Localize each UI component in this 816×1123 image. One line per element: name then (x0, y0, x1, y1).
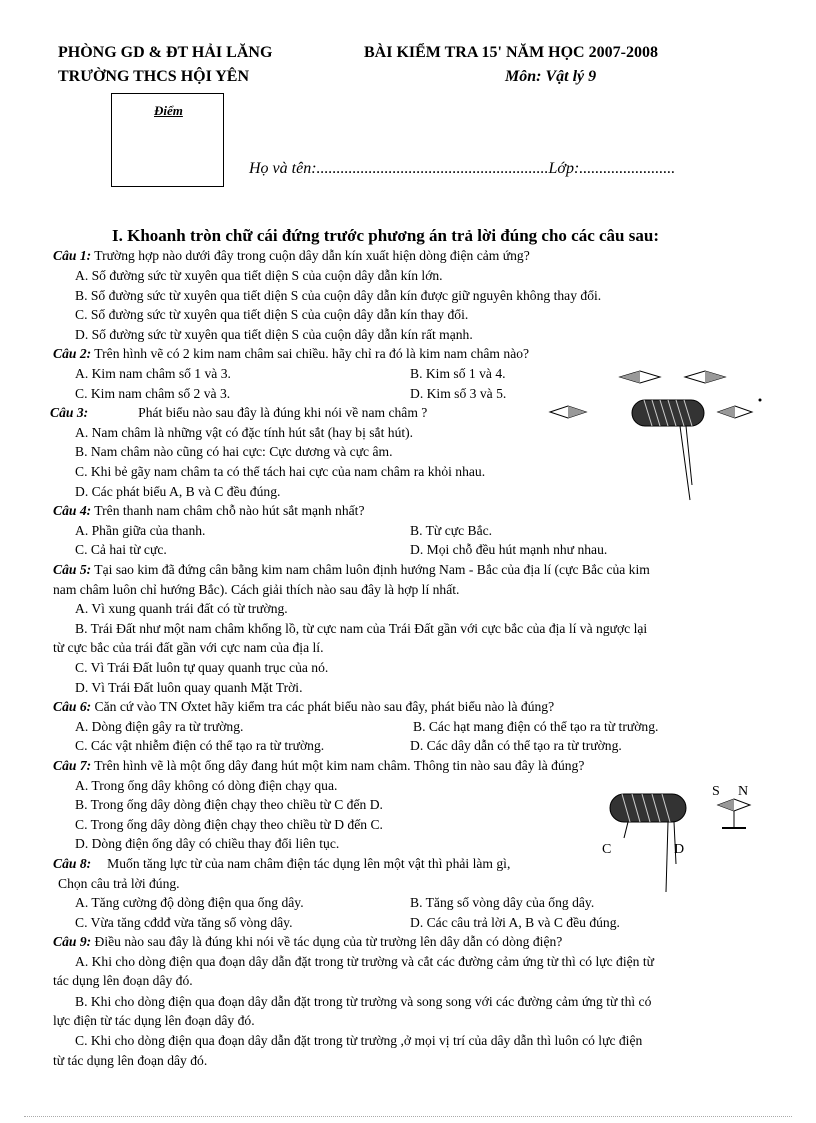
question-text: Trên hình vẽ là một ống dây đang hút một kim nam châm. Thông tin nào sau đây là đúng? (91, 758, 585, 773)
subject: Môn: Vật lý 9 (505, 68, 597, 85)
question-text: Căn cứ vào TN Ơxtet hãy kiểm tra các phát biểu nào sau đây, phát biểu nào là đúng? (91, 699, 555, 714)
terminal-label-c: C (602, 842, 612, 857)
coil-magnet-figure (600, 780, 780, 900)
q8-option-d: D. Các câu trả lời A, B và C đều đúng. (410, 915, 620, 930)
q2-option-b: B. Kim số 1 và 4. (410, 366, 506, 381)
question-label: Câu 1: (53, 248, 92, 263)
q2-option-c: C. Kim nam châm số 2 và 3. (75, 386, 231, 401)
q5-option-b: B. Trái Đất như một nam châm khổng lồ, từ cực nam của Trái Đất gần với cực bắc của địa lí và ngược lại (75, 621, 648, 636)
q3-option-b: B. Nam châm nào cũng có hai cực: Cực dương và cực âm. (75, 444, 393, 459)
name-line: Họ và tên:..........................................................Lớp:........................ (249, 160, 676, 177)
test-title: BÀI KIỂM TRA 15' NĂM HỌC 2007-2008 (364, 44, 658, 61)
compass-needle-icon (685, 371, 725, 383)
pole-label-s: S (712, 784, 720, 799)
q6-option-b: B. Các hạt mang điện có thể tạo ra từ trường. (413, 719, 659, 734)
q7-option-b: B. Trong ống dây dòng điện chạy theo chiều từ C đến D. (75, 797, 383, 812)
q8-option-b: B. Tăng số vòng dây của ống dây. (410, 895, 595, 910)
question-label: Câu 9: (53, 934, 92, 949)
q4-option-c: C. Cả hai từ cực. (75, 542, 167, 557)
q8-text-cont: Chọn câu trả lời đúng. (58, 876, 180, 891)
question-2 (53, 346, 529, 362)
q3-option-a: A. Nam châm là những vật có đặc tính hút sắt (hay bị sắt hút). (75, 425, 414, 440)
question-text: Muốn tăng lực từ của nam châm điện tác dụng lên một vật thì phải làm gì, (107, 856, 511, 871)
question-label: Câu 2: (53, 346, 92, 361)
question-label: Câu 6: (53, 699, 92, 714)
q9-option-a-cont: tác dụng lên đoạn dây đó. (53, 973, 193, 988)
q6-option-d: D. Các dây dẫn có thể tạo ra từ trường. (410, 738, 622, 753)
question-label: Câu 3: (50, 405, 89, 420)
q5-option-b-cont: từ cực bắc của trái đất gần với cực nam của địa lí. (53, 640, 324, 655)
question-text: Tại sao kim đã đứng cân bằng kim nam châm luôn định hướng Nam - Bắc của địa lí (cực Bắc của kim (91, 562, 650, 577)
q9-option-c-cont: từ tác dụng lên đoạn dây đó. (53, 1053, 208, 1068)
question-text: Phát biểu nào sau đây là đúng khi nói về nam châm ? (138, 405, 428, 420)
question-label: Câu 5: (53, 562, 92, 577)
q9-option-c: C. Khi cho dòng điện qua đoạn dây dẫn đặt trong từ trường ,ở mọi vị trí của dây dẫn thì luôn có lực điện (75, 1033, 643, 1048)
q3-option-c: C. Khi bẻ gãy nam châm ta có thể tách hai cực của nam châm ra khỏi nhau. (75, 464, 486, 479)
question-9 (53, 934, 562, 950)
terminal-label-d: D (674, 842, 685, 857)
q3-option-d: D. Các phát biểu A, B và C đều đúng. (75, 484, 281, 499)
compass-needle-icon (718, 799, 750, 828)
school-name: TRƯỜNG THCS HỘI YÊN (58, 68, 249, 85)
q5-text-cont: nam châm luôn chỉ hướng Bắc). Cách giải thích nào sau đây là hợp lí nhất. (53, 582, 460, 597)
q8-option-c: C. Vừa tăng cđdđ vừa tăng số vòng dây. (75, 915, 293, 930)
q7-option-d: D. Dòng điện ống dây có chiều thay đổi liên tục. (75, 836, 340, 851)
q1-option-d: D. Số đường sức từ xuyên qua tiết diện S của cuộn dây dẫn kín rất mạnh. (75, 327, 473, 342)
compass-needle-icon (550, 406, 586, 418)
question-text: Trên hình vẽ có 2 kim nam châm sai chiều. hãy chỉ ra đó là kim nam châm nào? (91, 346, 530, 361)
compass-needle-icon (718, 406, 752, 418)
compass-needle-icon (620, 371, 660, 383)
question-8 (53, 856, 510, 872)
solenoid-coil-icon (632, 400, 704, 500)
q2-option-d: D. Kim số 3 và 5. (410, 386, 507, 401)
department-name: PHÒNG GD & ĐT HẢI LĂNG (58, 44, 273, 61)
q5-option-c: C. Vì Trái Đất luôn tự quay quanh trục của nó. (75, 660, 329, 675)
question-text: Trên thanh nam châm chỗ nào hút sắt mạnh nhất? (91, 503, 365, 518)
q7-option-a: A. Trong ống dây không có dòng điện chạy qua. (75, 778, 338, 793)
score-label: Điểm (154, 103, 183, 118)
compass-coil-figure (540, 360, 780, 510)
q4-option-d: D. Mọi chỗ đều hút mạnh như nhau. (410, 542, 608, 557)
question-5 (53, 562, 650, 578)
score-box (111, 93, 224, 187)
q9-option-a: A. Khi cho dòng điện qua đoạn dây dẫn đặt trong từ trường và cắt các đường cảm ứng từ thì có lực điện từ (75, 954, 654, 969)
question-1 (53, 248, 530, 264)
question-3 (50, 405, 427, 421)
q7-option-c: C. Trong ống dây dòng điện chạy theo chiều từ D đến C. (75, 817, 383, 832)
question-text: Điều nào sau đây là đúng khi nói về tác dụng của từ trường lên dây dẫn có dòng điện? (91, 934, 563, 949)
q4-option-a: A. Phần giữa của thanh. (75, 523, 206, 538)
q6-option-a: A. Dòng điện gây ra từ trường. (75, 719, 244, 734)
q1-option-a: A. Số đường sức từ xuyên qua tiết diện S của cuộn dây dẫn kín lớn. (75, 268, 443, 283)
q9-option-b-cont: lực điện từ tác dụng lên đoạn dây đó. (53, 1013, 255, 1028)
q4-option-b: B. Từ cực Bắc. (410, 523, 493, 538)
q6-option-c: C. Các vật nhiễm điện có thể tạo ra từ trường. (75, 738, 325, 753)
q1-option-c: C. Số đường sức từ xuyên qua tiết diện S của cuộn dây dẫn kín thay đổi. (75, 307, 469, 322)
q5-option-d: D. Vì Trái Đất luôn quay quanh Mặt Trời. (75, 680, 303, 695)
question-label: Câu 8: (53, 856, 92, 871)
question-label: Câu 7: (53, 758, 92, 773)
q8-option-a: A. Tăng cường độ dòng điện qua ống dây. (75, 895, 304, 910)
q5-option-a: A. Vì xung quanh trái đất có từ trường. (75, 601, 288, 616)
page-bottom-line (24, 1116, 792, 1117)
q9-option-b: B. Khi cho dòng điện qua đoạn dây dẫn đặt trong từ trường và song song với các đường cảm ứng từ thì có (75, 994, 652, 1009)
question-4 (53, 503, 365, 519)
question-text: Trường hợp nào dưới đây trong cuộn dây dẫn kín xuất hiện dòng điện cảm ứng? (91, 248, 530, 263)
question-label: Câu 4: (53, 503, 92, 518)
q1-option-b: B. Số đường sức từ xuyên qua tiết diện S của cuộn dây dẫn kín được giữ nguyên không thay đổi. (75, 288, 602, 303)
question-7 (53, 758, 584, 774)
pole-label-n: N (738, 784, 749, 799)
q2-option-a: A. Kim nam châm số 1 và 3. (75, 366, 231, 381)
question-6 (53, 699, 554, 715)
dot-marker (759, 399, 762, 402)
section-title: I. Khoanh tròn chữ cái đứng trước phương án trả lời đúng cho các câu sau: (112, 226, 659, 245)
